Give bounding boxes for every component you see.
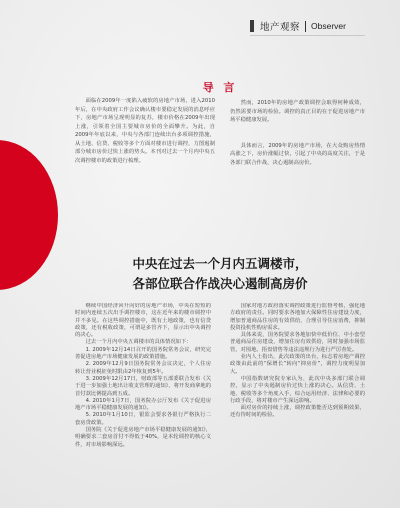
body-paragraph: 具体来说，国务院要求各地加快中低价位、中小套型普通商品住房建设，增加住房有效供给，同时加强市场监管，对囤地、捂盘惜售等违法违规行为进行严厉查处。	[230, 332, 365, 353]
body-column-left	[75, 303, 211, 501]
body-column-right	[230, 303, 365, 501]
body-paragraph: 国家对地方政府落实调控政策进行监督考核，强化地方政府的责任。同时要求各地加大保障性住房建设力度，增加普通商品住房的有效供给，合理引导住房消费，抑制投资投机性购房需求。	[230, 303, 365, 331]
body-paragraph: 4. 2010年1月7日，国务院办公厅发布《关于促进房地产市场平稳健康发展的通知》。	[75, 397, 211, 412]
section-label-en: Observer	[311, 21, 346, 31]
header-separator	[305, 21, 306, 32]
body-paragraph: 5. 2010年1月10日，银监会要求各银行严格执行二套房贷政策。	[75, 412, 211, 426]
article-headline	[75, 254, 365, 294]
body-paragraph: 2. 2009年12月9日国务院常务会议决定，个人住房转让营业税征免时限由2年恢复到5年。	[75, 361, 211, 375]
body-paragraph: 中国指数研究院专家认为，此次中央多部门联合调控，显示了中央遏制房价过快上涨的决心。从信贷、土地、税收等多个角度入手，综合运用经济、法律和必要的行政手段，将对楼市产生深远影响。	[230, 375, 365, 404]
red-semicircle-decoration	[0, 140, 58, 290]
intro-column-left	[75, 97, 215, 193]
header-rule	[250, 35, 365, 36]
section-label: 地产观察	[260, 22, 301, 33]
section-header	[250, 18, 365, 34]
body-paragraph: 国务院《关于促进房地产市场平稳健康发展的通知》，明确要求二套房首付不得低于40%，是本轮调控的核心文件，对市场影响深远。	[75, 427, 211, 448]
body-paragraph: 3. 2009年12月17日，财政部等五部委联合发布《关于进一步加强土地出让收支管理的通知》，将开发商拿地的首付款比例提高到五成。	[75, 375, 211, 397]
body-paragraph: 业内人士指出，此次政策的出台，标志着房地产调控政策由此前的“保增长”转向“抑房价”，调控力度明显加大。	[230, 354, 365, 375]
headline-line-2: 各部位联合作战决心遏制高房价	[132, 276, 308, 291]
intro-paragraph: 然而，2010年的房地产政策调控会取得何种成效，仍然需要市场的检验。调控的真正目的在于促进房地产市场平稳健康发展。	[230, 100, 365, 123]
body-paragraph: 面对房价的持续上涨，调控政策能否达到预期效果，还有待时间的检验。	[230, 405, 365, 419]
intro-title: 导 言	[202, 81, 238, 94]
header-mark	[250, 20, 254, 32]
intro-paragraph: 具体而言，2009年的房地产市场，在大众购房热情高涨之下，房价涨幅过快，引起了中央的高度关注，于是各部门联合作战，决心遏制高房价。	[230, 142, 365, 166]
intro-paragraph: 面临在2009年一度陷入疲软的房地产市场，进入2010年后，在中央政府工作会议确认楼市要稳定发展的消息呼应下，房地产市场呈现明显的复苏，楼市价格在2009年出现上涨，引领着全国主要城市房价的全面攀升。为此，自2009年年底以来，中央与各部门连续出台多项调控措施，从土地、信贷、税收等多个方面对楼市进行调控，力图遏制部分城市房价过快上涨的势头。本刊对过去一个月内中央五次调控楼市的政策进行梳理。	[75, 98, 215, 164]
body-paragraph: 过去一个月内中央五调楼市的具体情况如下：	[85, 339, 192, 346]
intro-column-right	[230, 99, 365, 193]
body-paragraph: 1. 2009年12月14日召开的国务院常务会议，研究完善促进房地产市场健康发展的政策措施。	[75, 346, 211, 361]
headline-line-1: 中央在过去一个月内五调楼市，	[132, 256, 308, 271]
body-paragraph: 继续中国经济回升向好的房地产市场，中央在短短的时间内连续五次出手调控楼市，这在近年来的楼市调控中并不多见。在这些调控措施中，既有土地政策，也有信贷政策，还有税收政策，可谓是多管齐下，显示出中央调控的决心。	[75, 303, 211, 339]
